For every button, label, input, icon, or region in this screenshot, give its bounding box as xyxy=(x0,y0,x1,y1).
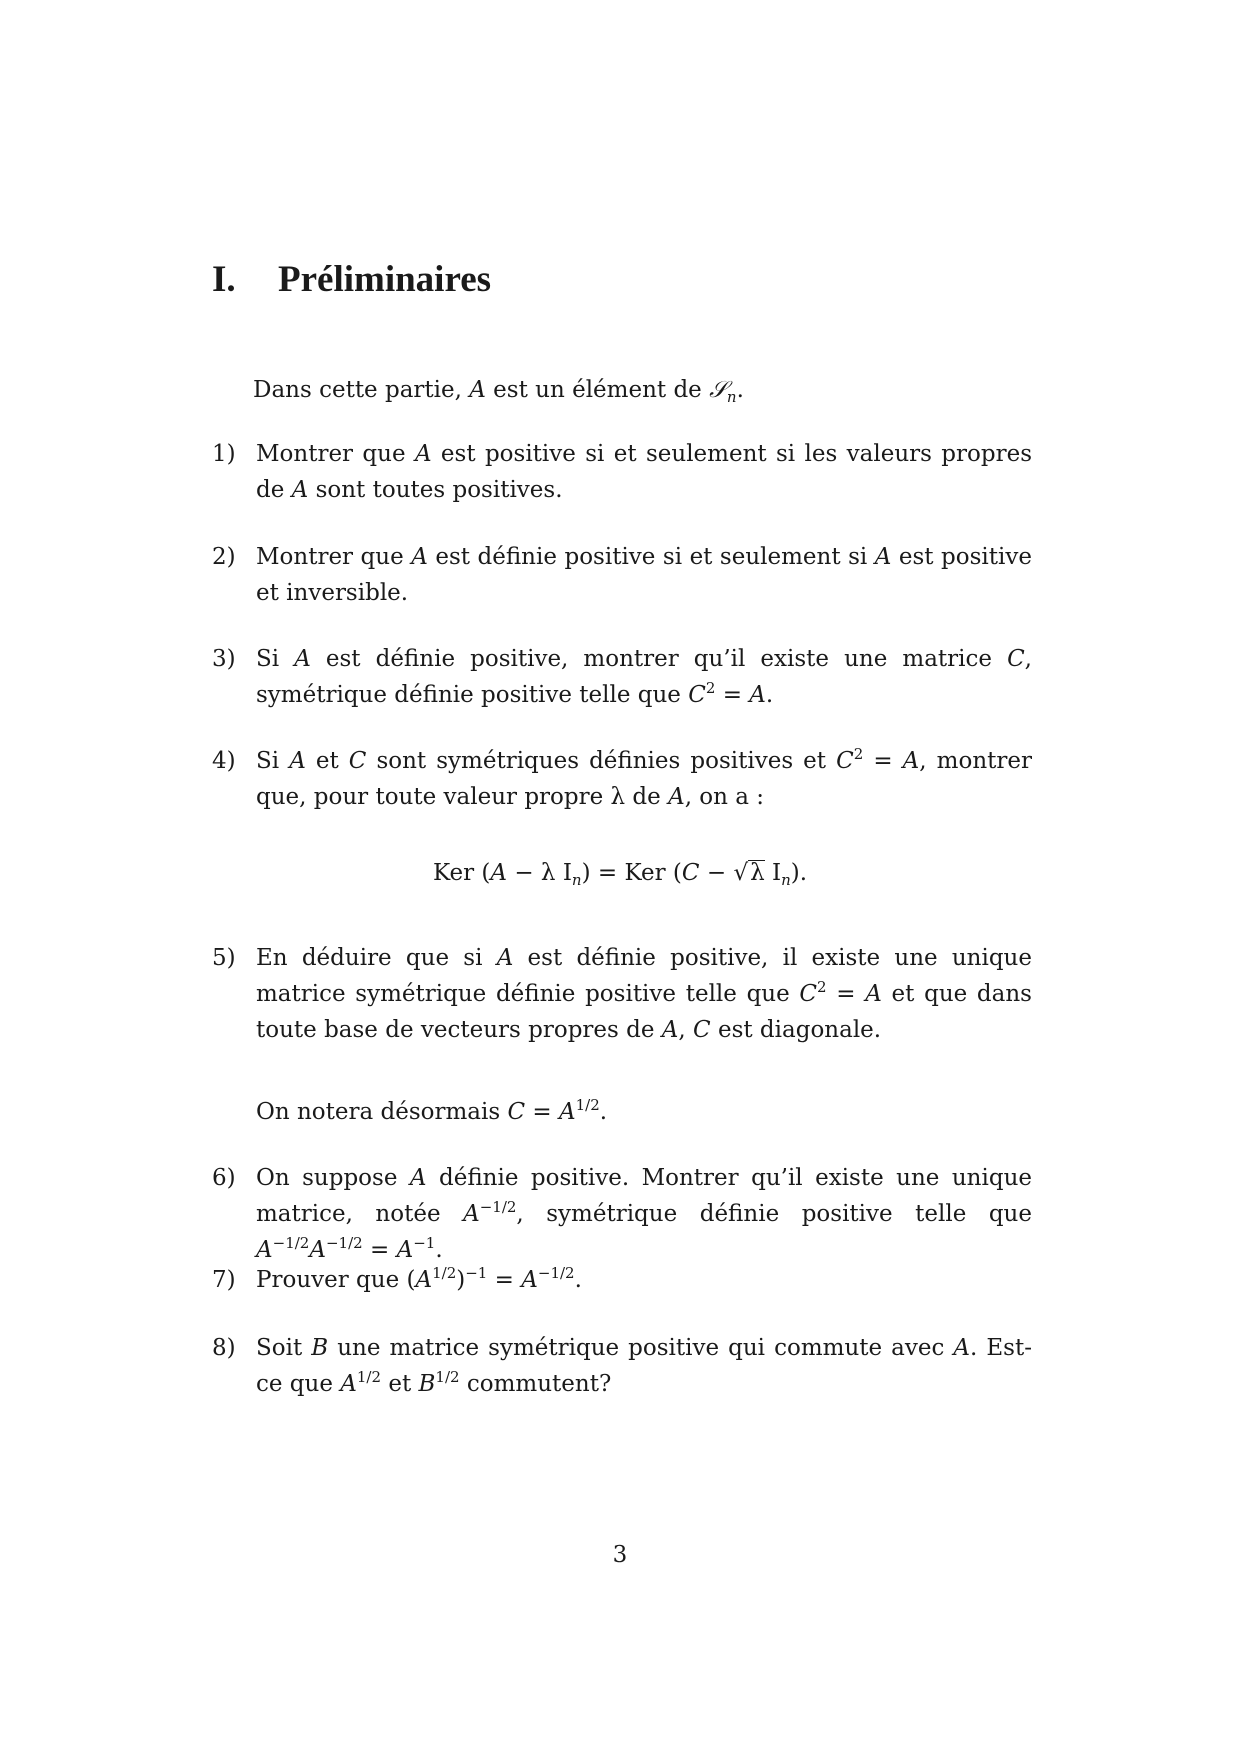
text: ) xyxy=(456,1267,466,1293)
math-var: A xyxy=(749,682,766,708)
math-var: A xyxy=(521,1267,538,1293)
math-var: A xyxy=(309,1237,326,1263)
math-var: A xyxy=(294,646,311,672)
text: Montrer que xyxy=(256,441,415,467)
text: ). xyxy=(790,860,808,886)
text: . xyxy=(574,1267,582,1293)
sqrt-symbol: √ xyxy=(733,860,749,886)
math-sup: −1/2 xyxy=(537,1264,575,1282)
text: Soit xyxy=(256,1335,312,1361)
text: est définie positive, il existe une unique matrice symétrique définie positive telle que xyxy=(256,945,1032,1007)
math-var: A xyxy=(661,1017,679,1043)
text: est positive et inversible. xyxy=(256,544,1032,606)
text: et que dans toute base de vecteurs propres de xyxy=(256,981,1032,1043)
question-body xyxy=(256,1160,1032,1268)
text: On notera désormais xyxy=(256,1099,508,1125)
math-var: C xyxy=(507,1099,526,1125)
notation-note xyxy=(256,1094,607,1130)
text: = xyxy=(715,682,750,708)
math-var: A xyxy=(469,377,486,403)
math-sup: −1/2 xyxy=(272,1234,310,1252)
text: Si xyxy=(256,646,295,672)
text: est définie positive si et seulement si xyxy=(427,544,875,570)
math-var: A xyxy=(490,860,508,886)
math-var: A xyxy=(411,544,428,570)
display-equation xyxy=(0,860,1240,889)
text: définie positive. Montrer qu’il existe une unique matrice, notée xyxy=(256,1165,1032,1227)
question-body xyxy=(256,940,1032,1048)
math-var: A xyxy=(289,748,306,774)
text: = xyxy=(525,1099,559,1125)
question-6 xyxy=(212,1160,1032,1268)
question-label: 2) xyxy=(212,544,236,570)
math-sub: n xyxy=(571,871,582,889)
math-var: C xyxy=(348,748,367,774)
question-label: 1) xyxy=(212,441,236,467)
text: , symétrique définie positive telle que xyxy=(256,646,1032,708)
math-var: A xyxy=(668,784,685,810)
text: Si xyxy=(256,748,290,774)
text: Dans cette partie, xyxy=(253,377,470,403)
section-number: I. xyxy=(212,259,236,300)
math-sup: −1 xyxy=(413,1234,436,1252)
math-sup: 1/2 xyxy=(575,1096,600,1114)
math-var: A xyxy=(496,945,514,971)
text: − λ I xyxy=(507,860,572,886)
math-var: A xyxy=(559,1099,576,1125)
text: est positive si et seulement si les valeurs propres de xyxy=(256,441,1032,503)
math-op: Ker xyxy=(624,860,666,886)
math-var: A xyxy=(865,981,882,1007)
question-1 xyxy=(212,436,1032,508)
math-var: C xyxy=(836,748,854,774)
text: sont toutes positives. xyxy=(308,477,563,503)
math-var: C xyxy=(693,1017,711,1043)
question-3 xyxy=(212,641,1032,713)
math-var: B xyxy=(418,1371,436,1397)
question-label: 6) xyxy=(212,1165,236,1191)
text: une matrice symétrique positive qui commute avec xyxy=(328,1335,954,1361)
math-var: C xyxy=(688,682,706,708)
text: = xyxy=(362,1237,397,1263)
math-sup: −1/2 xyxy=(479,1198,517,1216)
section-title: Préliminaires xyxy=(278,259,492,300)
math-var: A xyxy=(340,1371,357,1397)
text: On suppose xyxy=(256,1165,410,1191)
math-var: A xyxy=(902,748,920,774)
question-label: 4) xyxy=(212,748,236,774)
text: Prouver que ( xyxy=(256,1267,416,1293)
math-sup: 2 xyxy=(853,745,864,763)
text: I xyxy=(764,860,782,886)
math-op: Ker xyxy=(432,860,475,886)
text: , symétrique définie positive telle que xyxy=(516,1201,1032,1227)
math-sup: 1/2 xyxy=(356,1368,382,1386)
question-4 xyxy=(212,743,1032,815)
text: est définie positive, montrer qu’il existe une matrice xyxy=(310,646,1008,672)
text: Montrer que xyxy=(256,544,412,570)
math-var: A xyxy=(415,1267,433,1293)
question-body xyxy=(256,1330,1032,1402)
text: est diagonale. xyxy=(710,1017,882,1043)
section-heading xyxy=(212,258,491,301)
text: = xyxy=(826,981,866,1007)
math-sup: −1/2 xyxy=(325,1234,363,1252)
text: = xyxy=(487,1267,522,1293)
text: et xyxy=(381,1371,419,1397)
text: et xyxy=(305,748,349,774)
text: . xyxy=(435,1237,443,1263)
math-var: A xyxy=(396,1237,414,1263)
question-body xyxy=(256,641,1032,713)
text: . xyxy=(599,1099,608,1125)
question-2 xyxy=(212,539,1032,611)
question-5 xyxy=(212,940,1032,1048)
question-body xyxy=(256,539,1032,611)
math-var: C xyxy=(1007,646,1025,672)
text: sont symétriques définies positives et xyxy=(366,748,837,774)
text: . xyxy=(736,377,744,403)
text: ( xyxy=(665,860,682,886)
math-var: A xyxy=(953,1335,971,1361)
math-var: B xyxy=(311,1335,329,1361)
text: ( xyxy=(474,860,491,886)
math-sub: n xyxy=(781,871,791,889)
math-var: A xyxy=(291,477,309,503)
question-body xyxy=(256,743,1032,815)
math-sup: 2 xyxy=(705,679,716,697)
text: , on a : xyxy=(684,784,765,810)
math-set: 𝒮 xyxy=(709,377,727,403)
text: − xyxy=(699,860,734,886)
math-var: C xyxy=(681,860,700,886)
question-body xyxy=(256,436,1032,508)
text: . xyxy=(765,682,774,708)
page-number: 3 xyxy=(612,1542,628,1568)
math-sup: −1 xyxy=(465,1264,488,1282)
intro-paragraph xyxy=(253,372,744,408)
question-8 xyxy=(212,1330,1032,1402)
math-var: A xyxy=(409,1165,427,1191)
text: , montrer que, pour toute valeur propre λ de xyxy=(256,748,1032,810)
text: ) = xyxy=(581,860,625,886)
math-sup: 2 xyxy=(817,978,827,996)
math-sub: n xyxy=(726,388,737,406)
text: En déduire que si xyxy=(256,945,497,971)
question-label: 8) xyxy=(212,1335,236,1361)
math-sup: 1/2 xyxy=(435,1368,460,1386)
math-var: A xyxy=(463,1201,480,1227)
math-var: C xyxy=(799,981,818,1007)
text: commutent? xyxy=(459,1371,612,1397)
question-label: 5) xyxy=(212,945,236,971)
text: . Est-ce que xyxy=(256,1335,1032,1397)
math-var: A xyxy=(414,441,432,467)
question-label: 3) xyxy=(212,646,236,672)
math-var: A xyxy=(256,1237,273,1263)
text: est un élément de xyxy=(485,377,710,403)
sqrt-radicand: λ xyxy=(750,860,765,886)
question-body xyxy=(256,1262,1032,1298)
math-sup: 1/2 xyxy=(432,1264,457,1282)
math-var: A xyxy=(874,544,892,570)
text: = xyxy=(863,748,903,774)
question-7 xyxy=(212,1262,1032,1298)
question-label: 7) xyxy=(212,1267,236,1293)
text: , xyxy=(678,1017,694,1043)
